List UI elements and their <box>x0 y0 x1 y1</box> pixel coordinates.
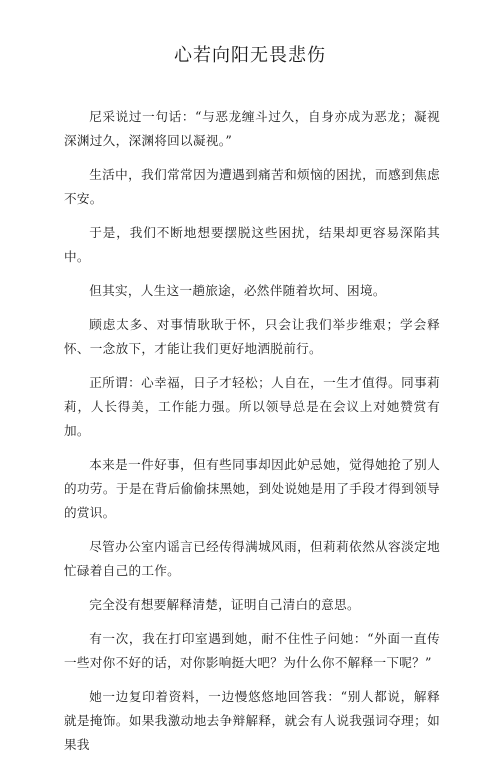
paragraph: 有一次，我在打印室遇到她，耐不住性子问她：“外面一直传一些对你不好的话，对你影响挺大吧？为什么你不解释一下呢？” <box>64 631 440 670</box>
paragraph: 她一边复印着资料，一边慢悠悠地回答我：“别人都说，解释就是掩饰。如果我激动地去争辩解释，就会有人说我强词夺理；如果我 <box>64 689 440 752</box>
paragraph: 生活中，我们常常因为遭遇到痛苦和烦恼的困扰，而感到焦虑不安。 <box>64 167 440 206</box>
paragraph: 尽管办公室内谣言已经传得满城风雨，但莉莉依然从容淡定地忙碌着自己的工作。 <box>64 539 440 578</box>
paragraph: 完全没有想要解释清楚，证明自己清白的意思。 <box>89 597 360 612</box>
paragraph: 尼采说过一句话：“与恶龙缠斗过久，自身亦成为恶龙；凝视深渊过久，深渊将回以凝视。” <box>64 109 440 148</box>
paragraph: 于是，我们不断地想要摆脱这些困扰，结果却更容易深陷其中。 <box>64 225 440 264</box>
paragraph: 顾虑太多、对事情耿耿于怀，只会让我们举步维艰；学会释怀、一念放下，才能让我们更好地洒脱前行。 <box>64 317 440 356</box>
document-title: 心若向阳无畏悲伤 <box>174 45 326 66</box>
paragraph: 正所谓：心幸福，日子才轻松；人自在，一生才值得。同事莉莉，人长得美，工作能力强。所以领导总是在会议上对她赞赏有加。 <box>64 375 440 438</box>
document-body <box>64 105 440 767</box>
paragraph: 但其实，人生这一趟旅途，必然伴随着坎坷、困境。 <box>89 283 386 298</box>
paragraph: 本来是一件好事，但有些同事却因此妒忌她，觉得她抢了别人的功劳。于是在背后偷偷抹黑她，到处说她是用了手段才得到领导的赏识。 <box>64 457 440 520</box>
